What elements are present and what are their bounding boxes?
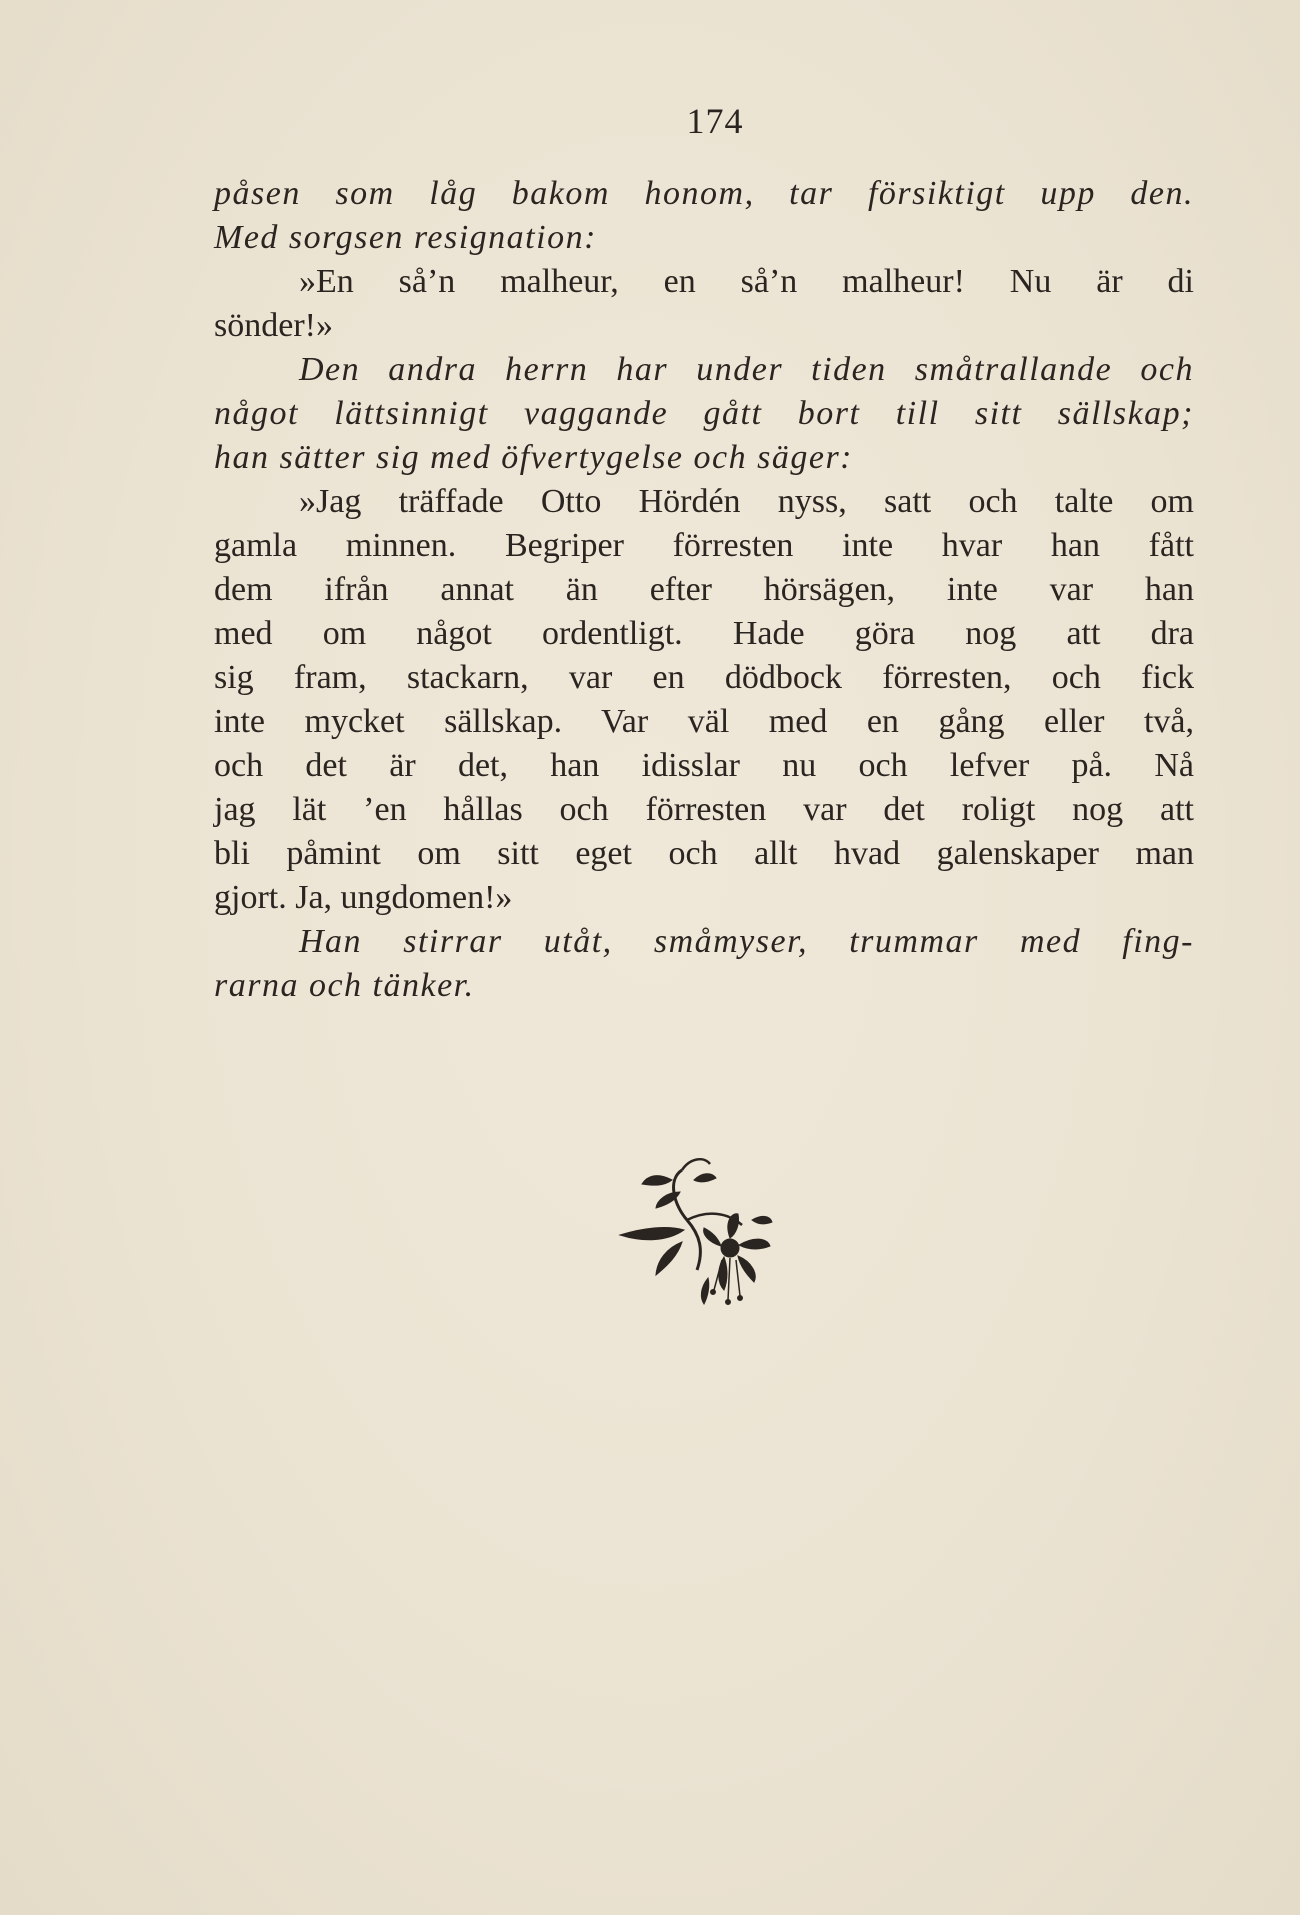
text-line: och det är det, han idisslar nu och lefver på. Nå: [214, 747, 1194, 784]
text-line: dem ifrån annat än efter hörsägen, inte var han: [214, 571, 1194, 608]
text-line: med om något ordentligt. Hade göra nog att dra: [214, 615, 1194, 652]
text-line: gjort. Ja, ungdomen!»: [214, 879, 513, 916]
text-line: gamla minnen. Begriper förresten inte hvar han fått: [214, 527, 1194, 564]
text-line: han sätter sig med öfvertygelse och säger:: [214, 439, 853, 476]
text-line: »En så’n malheur, en så’n malheur! Nu är di: [299, 263, 1194, 300]
text-line: sönder!»: [214, 307, 333, 344]
text-line: Med sorgsen resignation:: [214, 219, 597, 256]
text-line: sig fram, stackarn, var en dödbock förresten, och fick: [214, 659, 1194, 696]
text-line: jag lät ’en hållas och förresten var det roligt nog att: [214, 791, 1194, 828]
text-line: bli påmint om sitt eget och allt hvad galenskaper man: [214, 835, 1194, 872]
text-line: något lättsinnigt vaggande gått bort till sitt sällskap;: [214, 395, 1194, 432]
text-line: påsen som låg bakom honom, tar försiktigt upp den.: [214, 175, 1194, 212]
body-text: [214, 172, 1194, 1008]
text-line: Han stirrar utåt, småmyser, trummar med fing-: [299, 923, 1194, 960]
text-line: rarna och tänker.: [214, 967, 475, 1004]
floral-ornament-icon: [612, 1150, 782, 1310]
page-number: 174: [686, 101, 744, 141]
text-line: »Jag träffade Otto Hördén nyss, satt och talte om: [299, 483, 1194, 520]
text-line: Den andra herrn har under tiden småtrallande och: [299, 351, 1194, 388]
text-line: inte mycket sällskap. Var väl med en gång eller två,: [214, 703, 1194, 740]
